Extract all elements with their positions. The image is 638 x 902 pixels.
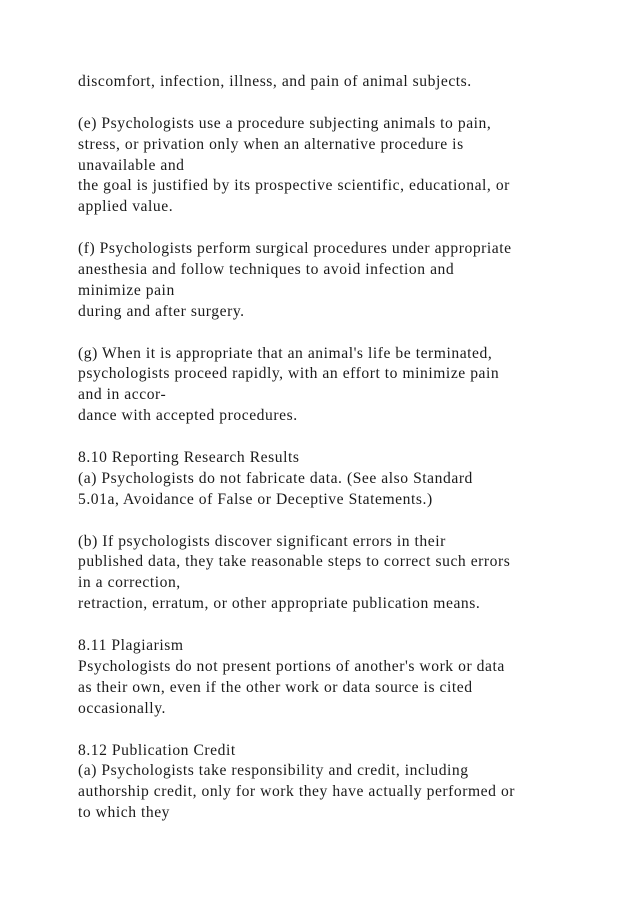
document-page — [78, 72, 618, 824]
text-line: occasionally. — [78, 699, 166, 717]
text-line: discomfort, infection, illness, and pain of animal subjects. — [78, 73, 472, 90]
text-line: unavailable and — [78, 156, 185, 174]
blank-line — [78, 427, 618, 448]
text-line: psychologists proceed rapidly, with an effort to minimize pain — [78, 365, 500, 383]
text-line: published data, they take reasonable steps to correct such errors — [78, 553, 511, 571]
blank-line — [78, 218, 618, 239]
blank-line — [78, 511, 618, 532]
text-line: Psychologists do not present portions of another's work or data — [78, 657, 505, 675]
section-heading: 8.10 Reporting Research Results — [78, 449, 300, 467]
text-line: anesthesia and follow techniques to avoid infection and — [78, 261, 455, 279]
text-line: (b) If psychologists discover significant errors in their — [78, 532, 446, 550]
text-line: in a correction, — [78, 574, 181, 592]
text-line: as their own, even if the other work or data source is cited — [78, 678, 473, 696]
text-line: applied value. — [78, 198, 174, 216]
blank-line — [78, 323, 618, 344]
text-line: (a) Psychologists take responsibility and credit, including — [78, 762, 469, 780]
text-line: minimize pain — [78, 281, 175, 299]
blank-line — [78, 720, 618, 741]
text-line: (g) When it is appropriate that an animal's life be terminated, — [78, 344, 493, 362]
text-line: stress, or privation only when an alternative procedure is — [78, 135, 464, 153]
section-heading: 8.12 Publication Credit — [78, 741, 236, 759]
text-line: to which they — [78, 804, 171, 822]
text-line: and in accor- — [78, 386, 167, 404]
section-heading: 8.11 Plagiarism — [78, 637, 184, 655]
text-line: dance with accepted procedures. — [78, 407, 298, 425]
blank-line — [78, 93, 618, 114]
text-line: retraction, erratum, or other appropriate publication means. — [78, 595, 481, 613]
text-line: (a) Psychologists do not fabricate data. (See also Standard — [78, 469, 473, 487]
text-line: 5.01a, Avoidance of False or Deceptive Statements.) — [78, 490, 433, 508]
text-line: during and after surgery. — [78, 302, 245, 320]
text-line: (e) Psychologists use a procedure subjecting animals to pain, — [78, 114, 492, 132]
text-line: the goal is justified by its prospective scientific, educational, or — [78, 177, 510, 195]
blank-line — [78, 615, 618, 636]
text-line: (f) Psychologists perform surgical procedures under appropriate — [78, 240, 512, 258]
text-line: authorship credit, only for work they have actually performed or — [78, 783, 516, 801]
